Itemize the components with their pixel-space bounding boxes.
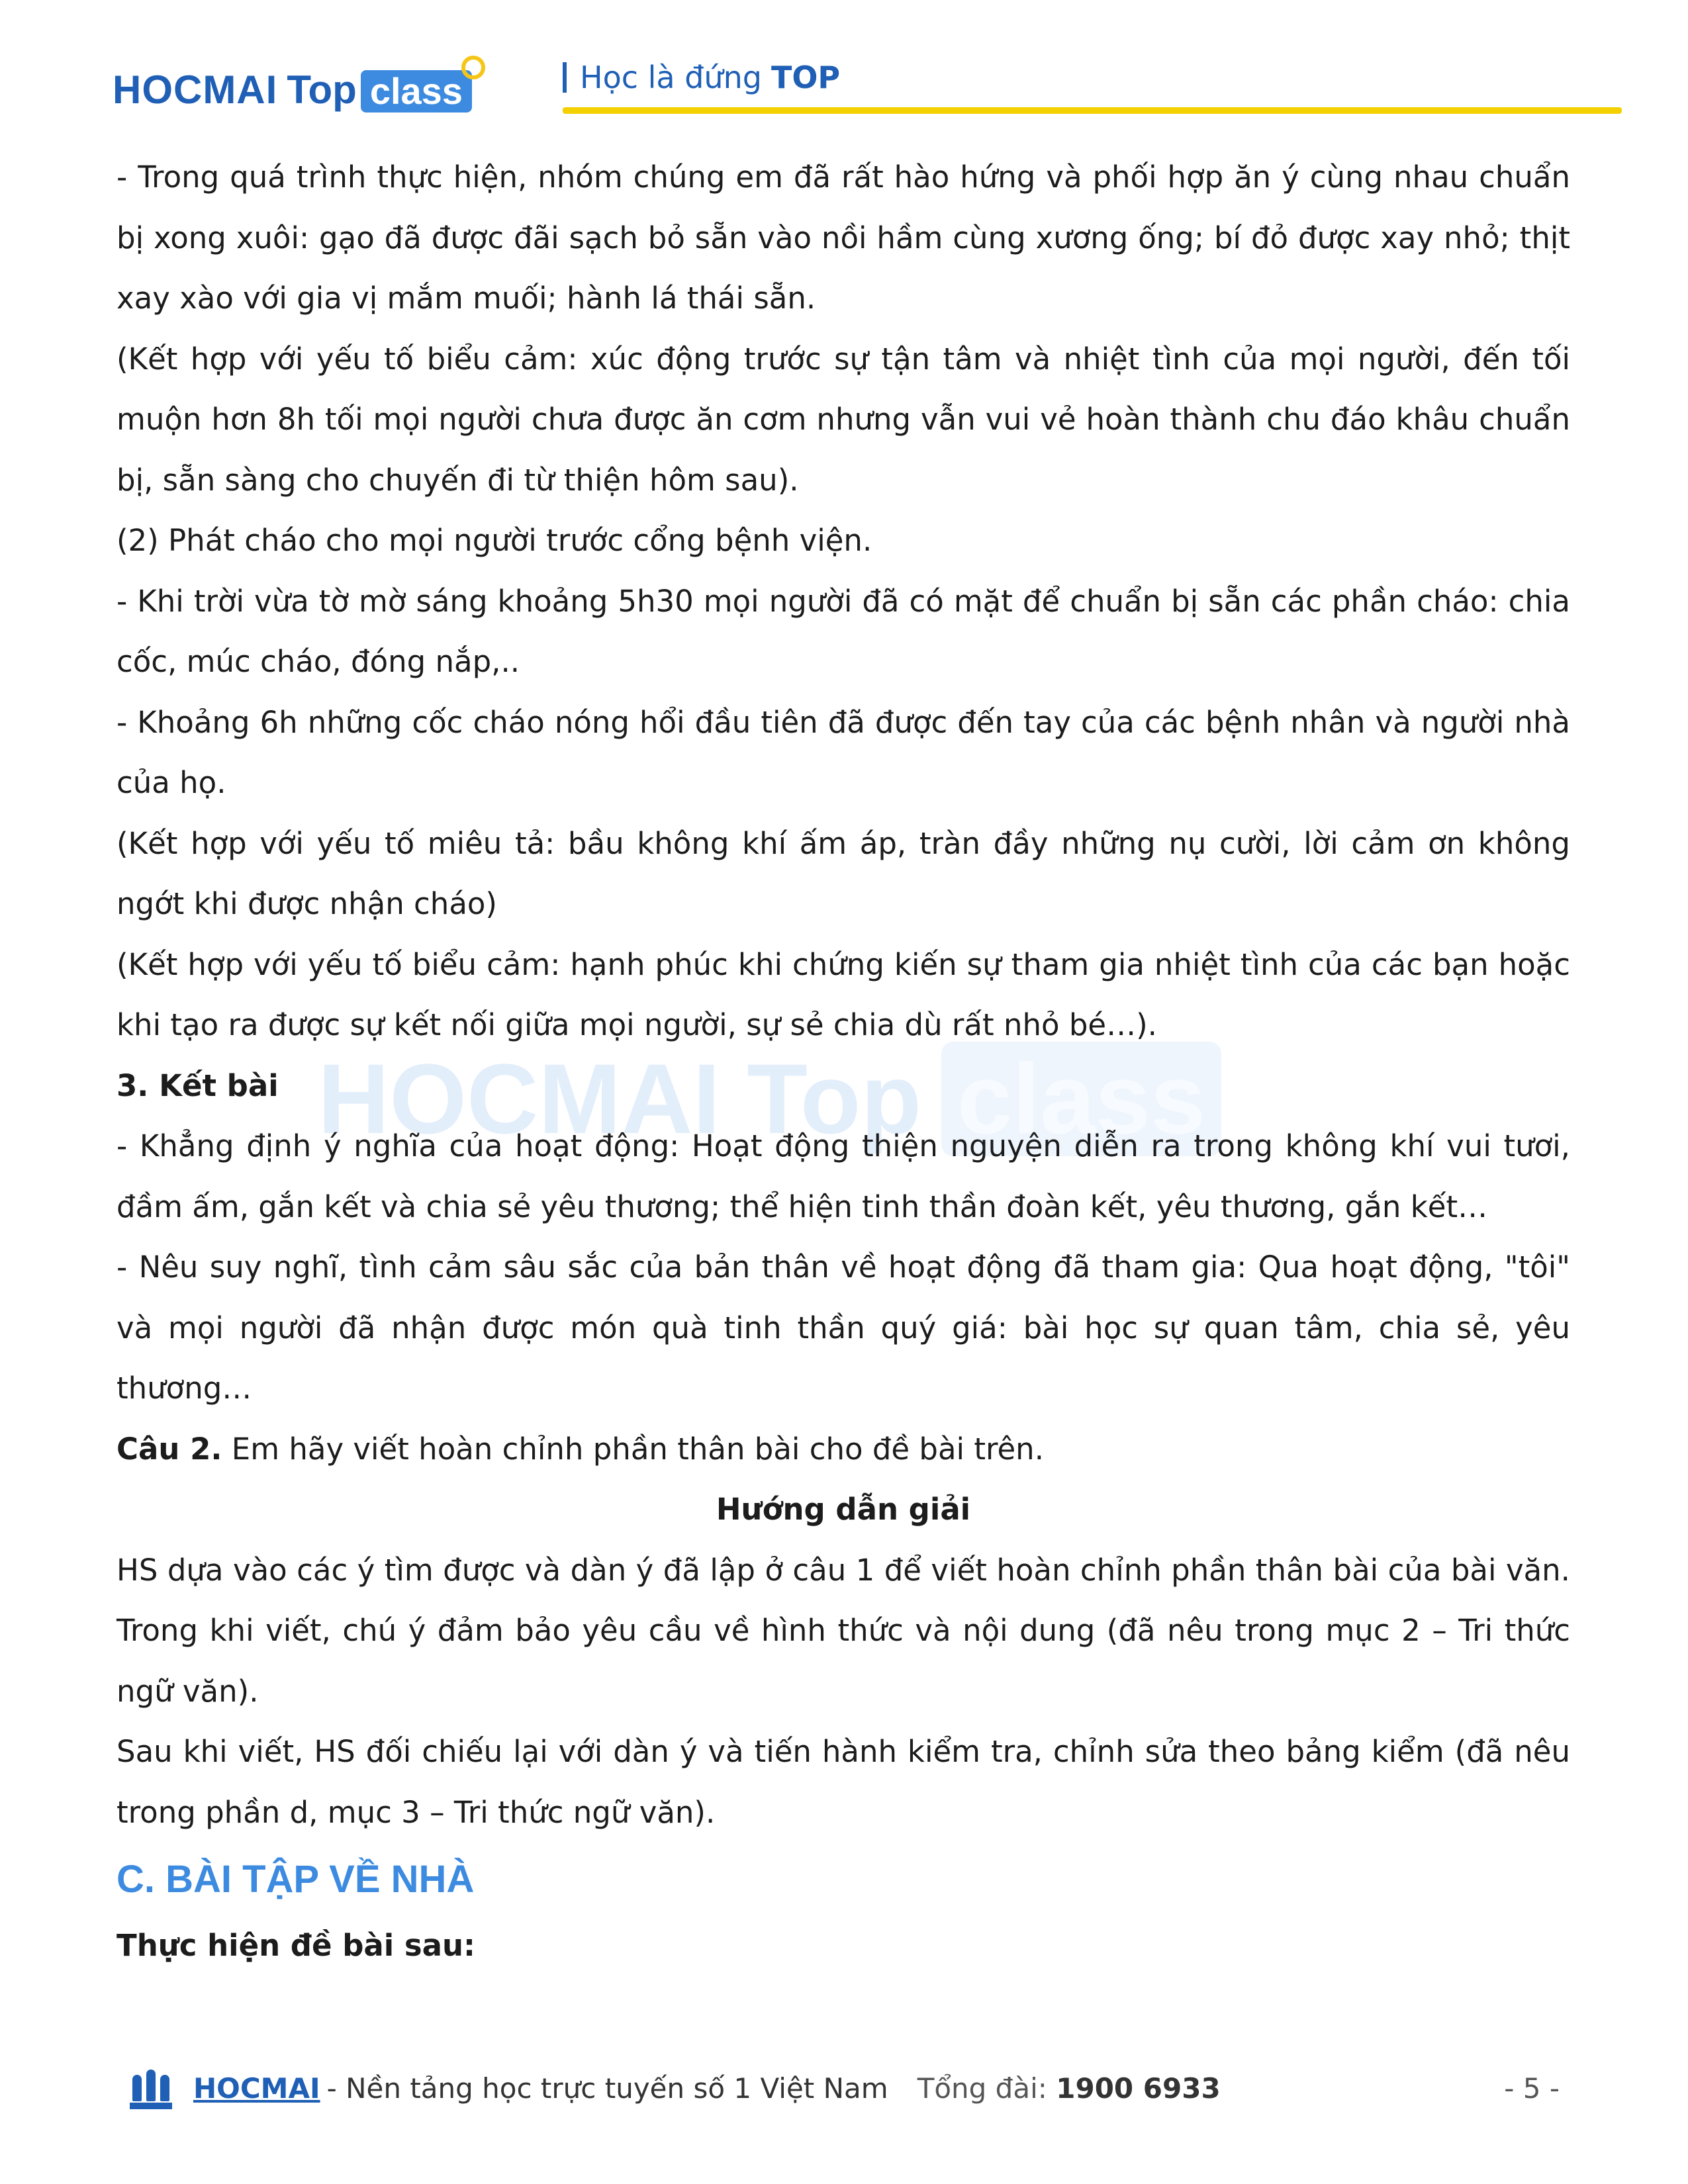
homework-instruction: Thực hiện đề bài sau: xyxy=(117,1928,476,1963)
paragraph: HS dựa vào các ý tìm được và dàn ý đã lập ở câu 1 để viết hoàn chỉnh phần thân bài của bài văn. Trong khi viết, chú ý đảm bảo yêu cầu về hình thức và nội dung (đã nêu trong mục 2 – Tri thức ngữ văn). xyxy=(117,1552,1570,1709)
paragraph: - Nêu suy nghĩ, tình cảm sâu sắc của bản thân về hoạt động đã tham gia: Qua hoạt động, "tôi" và mọi người đã nhận được món quà tinh thần quý giá: bài học sự quan tâm, chia sẻ, yêu thương… xyxy=(117,1250,1570,1406)
watermark-top: Top xyxy=(747,1042,922,1154)
logo-class-text: class xyxy=(369,70,463,112)
page-footer xyxy=(130,2065,1560,2111)
paragraph: - Khoảng 6h những cốc cháo nóng hổi đầu tiên đã được đến tay của các bệnh nhân và người nhà của họ. xyxy=(117,704,1570,800)
paragraph: Sau khi viết, HS đối chiếu lại với dàn ý và tiến hành kiểm tra, chỉnh sửa theo bảng kiểm (đã nêu trong phần d, mục 3 – Tri thức ngữ văn). xyxy=(117,1734,1570,1830)
section-heading-ket-bai: 3. Kết bài xyxy=(117,1068,279,1103)
paragraph: - Khi trời vừa tờ mờ sáng khoảng 5h30 mọi người đã có mặt để chuẩn bị sẵn các phần cháo: chia cốc, múc cháo, đóng nắp,.. xyxy=(117,583,1570,679)
header-tagline xyxy=(563,60,840,95)
section-heading-homework: C. BÀI TẬP VỀ NHÀ xyxy=(117,1858,475,1901)
page-header xyxy=(113,46,1509,119)
header-underline xyxy=(563,107,1622,114)
paragraph: - Khẳng định ý nghĩa của hoạt động: Hoạt động thiện nguyện diễn ra trong không khí vui tươi, đầm ấm, gắn kết và chia sẻ yêu thương; thể hiện tinh thần đoàn kết, yêu thương, gắn kết… xyxy=(117,1128,1570,1224)
logo-class-badge xyxy=(361,70,472,113)
tagline-bold: TOP xyxy=(771,60,841,95)
question-text: Em hãy viết hoàn chỉnh phần thân bài cho đề bài trên. xyxy=(222,1431,1044,1467)
hotline-number: 1900 6933 xyxy=(1056,2071,1221,2105)
watermark-class: class xyxy=(941,1042,1221,1156)
document-body xyxy=(117,147,1570,1976)
hotline-label: Tổng đài: xyxy=(917,2071,1056,2105)
paragraph: (Kết hợp với yếu tố biểu cảm: xúc động trước sự tận tâm và nhiệt tình của mọi người, đến tối muộn hơn 8h tối mọi người chưa được ăn cơm nhưng vẫn vui vẻ hoàn thành chu đáo khâu chuẩn bị, sẵn sàng cho chuyến đi từ thiện hôm sau). xyxy=(117,341,1570,498)
watermark-hocmai: HOCMAI xyxy=(318,1042,721,1154)
hocmai-people-icon xyxy=(130,2067,172,2109)
tagline-divider xyxy=(563,62,567,93)
sun-icon xyxy=(461,56,485,79)
paragraph: (Kết hợp với yếu tố biểu cảm: hạnh phúc khi chứng kiến sự tham gia nhiệt tình của các bạn hoặc khi tạo ra được sự kết nối giữa mọi người, sự sẻ chia dù rất nhỏ bé…). xyxy=(117,946,1570,1042)
paragraph: - Trong quá trình thực hiện, nhóm chúng em đã rất hào hứng và phối hợp ăn ý cùng nhau chuẩn bị xong xuôi: gạo đã được đãi sạch bỏ sẵn vào nồi hầm cùng xương ống; bí đỏ được xay nhỏ; thịt xay xào với gia vị mắm muối; hành lá thái sẵn. xyxy=(117,159,1570,316)
footer-brand-link[interactable]: HOCMAI xyxy=(193,2071,320,2105)
paragraph: (Kết hợp với yếu tố miêu tả: bầu không khí ấm áp, tràn đầy những nụ cười, lời cảm ơn không ngớt khi được nhận cháo) xyxy=(117,825,1570,921)
question-label: Câu 2. xyxy=(117,1431,222,1467)
hocmai-topclass-logo xyxy=(113,60,472,113)
question-2 xyxy=(117,1419,1570,1480)
logo-hocmai-text: HOCMAI xyxy=(113,68,278,112)
footer-slogan: - Nền tảng học trực tuyến số 1 Việt Nam xyxy=(326,2071,888,2105)
solution-heading: Hướng dẫn giải xyxy=(716,1492,971,1527)
paragraph: (2) Phát cháo cho mọi người trước cổng bệnh viện. xyxy=(117,523,872,558)
logo-top-text: Top xyxy=(287,68,357,112)
tagline-prefix: Học là đứng xyxy=(580,60,762,95)
page-number: - 5 - xyxy=(1504,2071,1560,2105)
footer-hotline xyxy=(917,2072,1221,2105)
